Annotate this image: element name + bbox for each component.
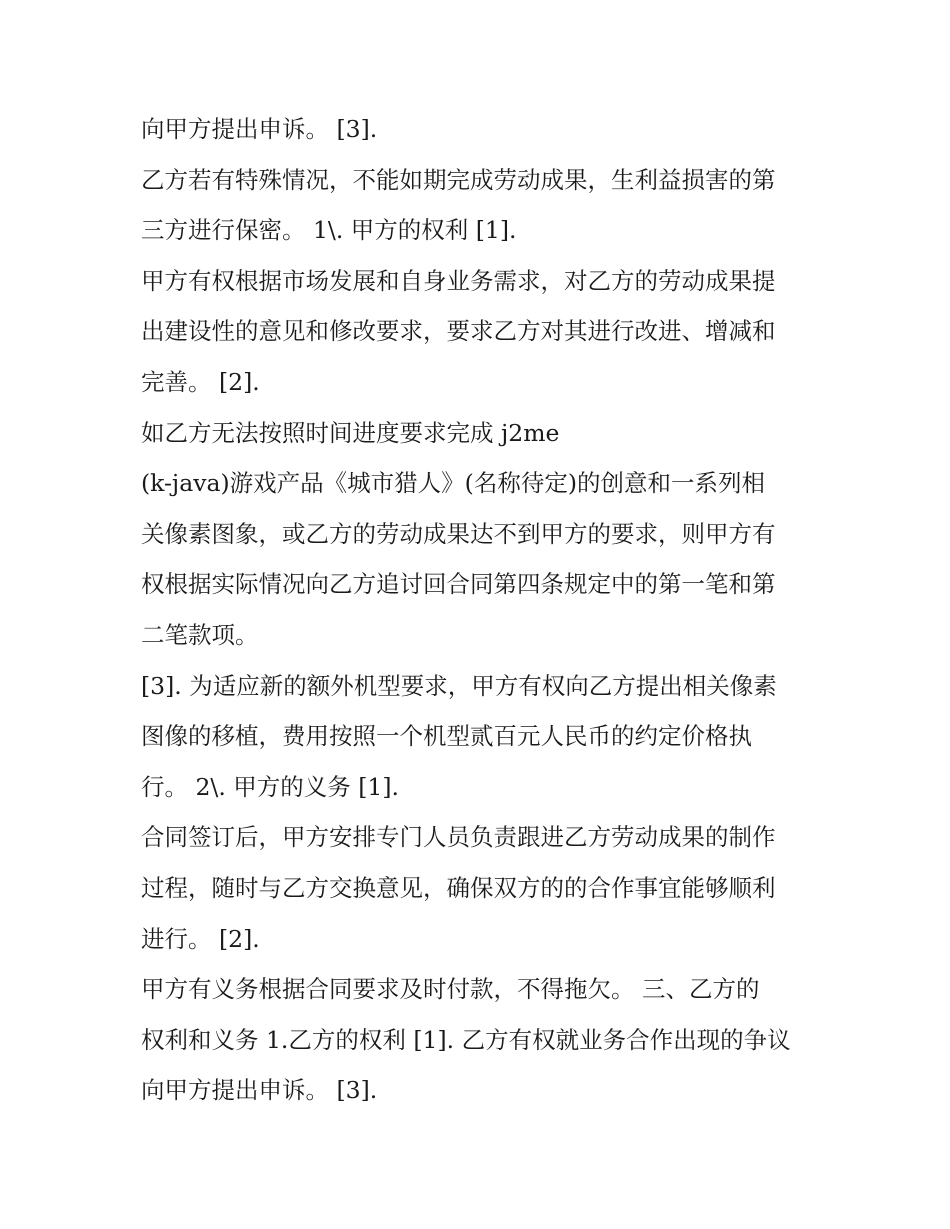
text-line-6: 完善。 [2].: [141, 368, 260, 396]
text-line-9: 关像素图象，或乙方的劳动成果达不到甲方的要求，则甲方有: [141, 520, 776, 548]
text-line-4: 甲方有权根据市场发展和自身业务需求，对乙方的劳动成果提: [141, 267, 776, 295]
text-line-19: 权利和义务 1.乙方的权利 [1]. 乙方有权就业务合作出现的争议: [141, 1026, 791, 1054]
text-line-10: 权根据实际情况向乙方追讨回合同第四条规定中的第一笔和第: [141, 570, 776, 598]
text-line-14: 行。 2\. 甲方的义务 [1].: [141, 773, 400, 801]
text-line-18: 甲方有义务根据合同要求及时付款，不得拖欠。 三、乙方的: [141, 975, 760, 1003]
text-line-11: 二笔款项。: [141, 621, 259, 649]
text-line-20: 向甲方提出申诉。 [3].: [141, 1076, 378, 1104]
text-line-15: 合同签订后，甲方安排专门人员负责跟进乙方劳动成果的制作: [141, 823, 776, 851]
text-line-12: [3]. 为适应新的额外机型要求，甲方有权向乙方提出相关像素: [141, 672, 777, 700]
text-line-16: 过程，随时与乙方交换意见，确保双方的的合作事宜能够顺利: [141, 874, 776, 902]
text-line-17: 进行。 [2].: [141, 925, 260, 953]
text-line-3: 三方进行保密。 1\. 甲方的权利 [1].: [141, 216, 517, 244]
text-line-1: 向甲方提出申诉。 [3].: [141, 115, 378, 143]
text-line-13: 图像的移植，费用按照一个机型贰百元人民币的约定价格执: [141, 722, 752, 750]
text-line-8: (k-java)游戏产品《城市猎人》(名称待定)的创意和一系列相: [141, 469, 766, 497]
text-line-5: 出建设性的意见和修改要求，要求乙方对其进行改进、增减和: [141, 317, 776, 345]
text-line-7: 如乙方无法按照时间进度要求完成 j2me: [141, 419, 560, 447]
text-line-2: 乙方若有特殊情况，不能如期完成劳动成果，生利益损害的第: [141, 166, 776, 194]
